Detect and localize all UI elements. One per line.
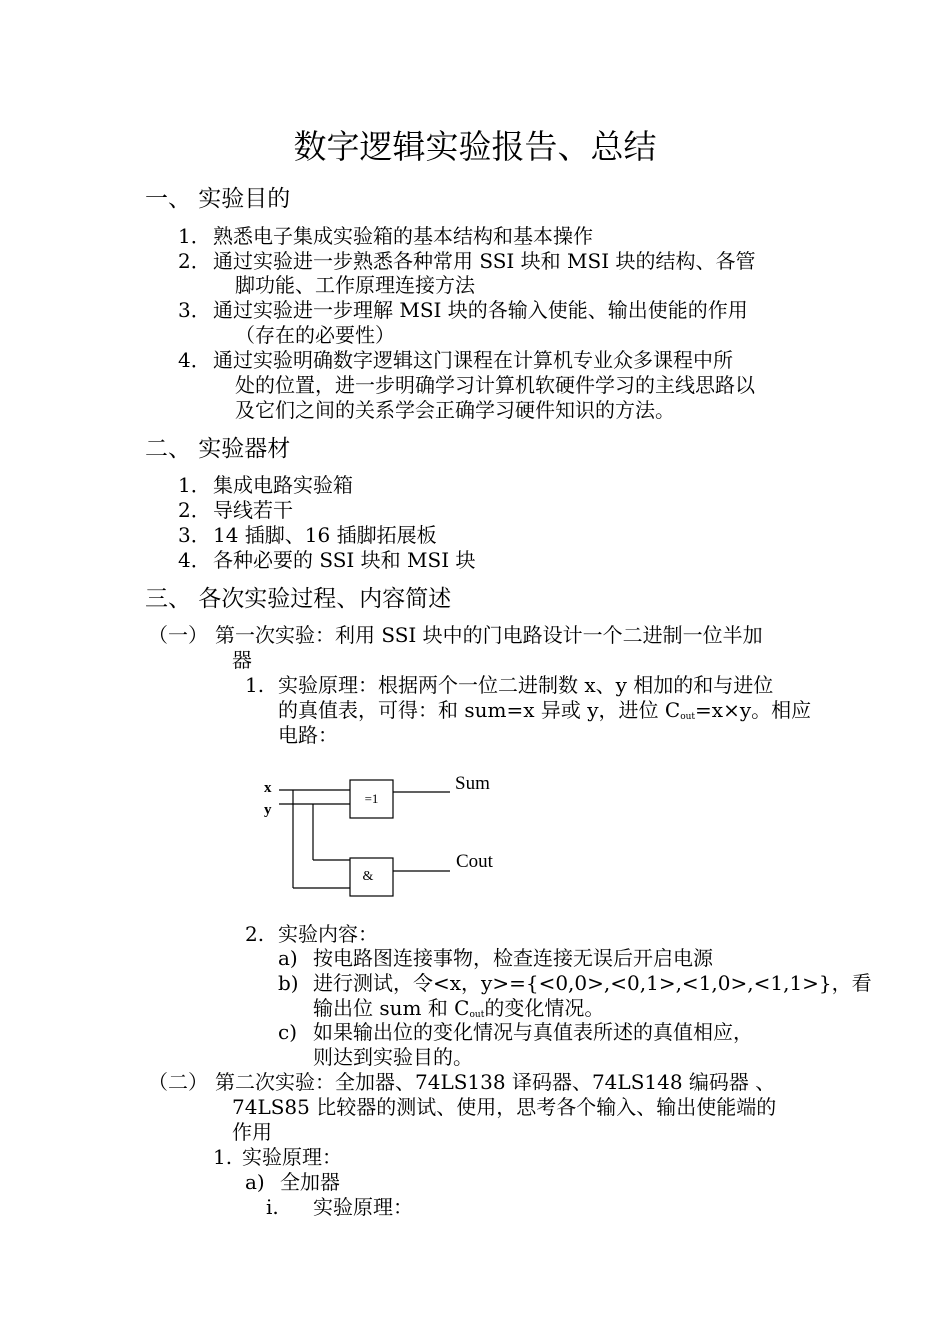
step-mark: b) xyxy=(278,971,299,995)
list-item-text: （存在的必要性） xyxy=(235,323,395,347)
list-item-number: 2． xyxy=(178,498,211,522)
sub-item-text: 全加器 xyxy=(280,1170,340,1194)
document-title: 数字逻辑实验报告、总结 xyxy=(293,127,657,166)
list-item-number: 1． xyxy=(178,224,211,248)
sub-sub-item-text: 实验原理： xyxy=(313,1195,413,1219)
list-item-text: 通过实验进一步熟悉各种常用 SSI 块和 MSI 块的结构、各管 xyxy=(213,249,756,273)
input-y-label: y xyxy=(264,802,272,818)
principle-text: 实验原理：根据两个一位二进制数 x、y 相加的和与进位 xyxy=(278,673,774,697)
list-item-text: 14 插脚、16 插脚拓展板 xyxy=(213,523,437,547)
experiment-text: 第一次实验：利用 SSI 块中的门电路设计一个二进制一位半加 xyxy=(215,623,763,647)
principle-text: 的真值表，可得：和 sum=x 异或 y，进位 $C_{out}=x\times y$。相应 xyxy=(278,698,812,722)
list-item-text: 通过实验明确数字逻辑这门课程在计算机专业众多课程中所 xyxy=(213,348,733,372)
step-text: 进行测试，令<x，y>={<0,0>,<0,1>,<1,0>,<1,1>}，看 xyxy=(313,971,872,995)
half-adder-circuit-diagram xyxy=(255,768,515,903)
experiment-label: （一） xyxy=(148,623,208,647)
list-item-number: 1． xyxy=(178,473,211,497)
experiment-text: 作用 xyxy=(232,1120,272,1144)
and-gate-symbol: & xyxy=(362,869,374,884)
principle-number: 1. xyxy=(245,673,265,697)
step-mark: c) xyxy=(278,1020,298,1044)
experiment-label: （二） xyxy=(148,1070,208,1094)
step-text: 输出位 sum 和 $C_{out}$的变化情况。 xyxy=(313,996,605,1020)
sub-item-mark: a) xyxy=(245,1170,265,1194)
list-item-text: 集成电路实验箱 xyxy=(213,473,353,497)
step-text: 则达到实验目的。 xyxy=(313,1045,473,1069)
list-item-text: 通过实验进一步理解 MSI 块的各输入使能、输出使能的作用 xyxy=(213,298,748,322)
step-text: 如果输出位的变化情况与真值表所述的真值相应， xyxy=(313,1020,753,1044)
list-item-number: 3． xyxy=(178,298,211,322)
list-item-text: 熟悉电子集成实验箱的基本结构和基本操作 xyxy=(213,224,593,248)
principle-label: 实验原理： xyxy=(242,1145,342,1169)
list-item-number: 3． xyxy=(178,523,211,547)
output-cout-label: Cout xyxy=(456,851,493,872)
list-item-text: 及它们之间的关系学会正确学习硬件知识的方法。 xyxy=(235,398,675,422)
principle-text: 电路： xyxy=(278,723,338,747)
list-item-text: 处的位置，进一步明确学习计算机软硬件学习的主线思路以 xyxy=(235,373,755,397)
experiment-text: 第二次实验：全加器、74LS138 译码器、74LS148 编码器 、 xyxy=(215,1070,776,1094)
list-item-number: 4． xyxy=(178,348,211,372)
list-item-text: 导线若干 xyxy=(213,498,293,522)
list-item-number: 2． xyxy=(178,249,211,273)
experiment-text: 器 xyxy=(232,648,252,672)
content-label: 实验内容： xyxy=(278,922,378,946)
principle-number: 1. xyxy=(213,1145,233,1169)
section-heading-process: 三、 各次实验过程、内容简述 xyxy=(145,586,452,612)
output-sum-label: Sum xyxy=(455,773,490,794)
xor-gate-symbol: =1 xyxy=(364,791,379,806)
input-x-label: x xyxy=(264,780,272,796)
list-item-text: 各种必要的 SSI 块和 MSI 块 xyxy=(213,548,476,572)
step-text: 按电路图连接事物，检查连接无误后开启电源 xyxy=(313,946,713,970)
sub-sub-item-mark: i. xyxy=(266,1195,279,1219)
section-heading-equipment: 二、 实验器材 xyxy=(145,436,291,462)
list-item-number: 4． xyxy=(178,548,211,572)
section-heading-purpose: 一、 实验目的 xyxy=(145,186,291,212)
list-item-text: 脚功能、工作原理连接方法 xyxy=(235,273,475,297)
content-number: 2. xyxy=(245,922,265,946)
step-mark: a) xyxy=(278,946,298,970)
experiment-text: 74LS85 比较器的测试、使用，思考各个输入、输出使能端的 xyxy=(232,1095,777,1119)
